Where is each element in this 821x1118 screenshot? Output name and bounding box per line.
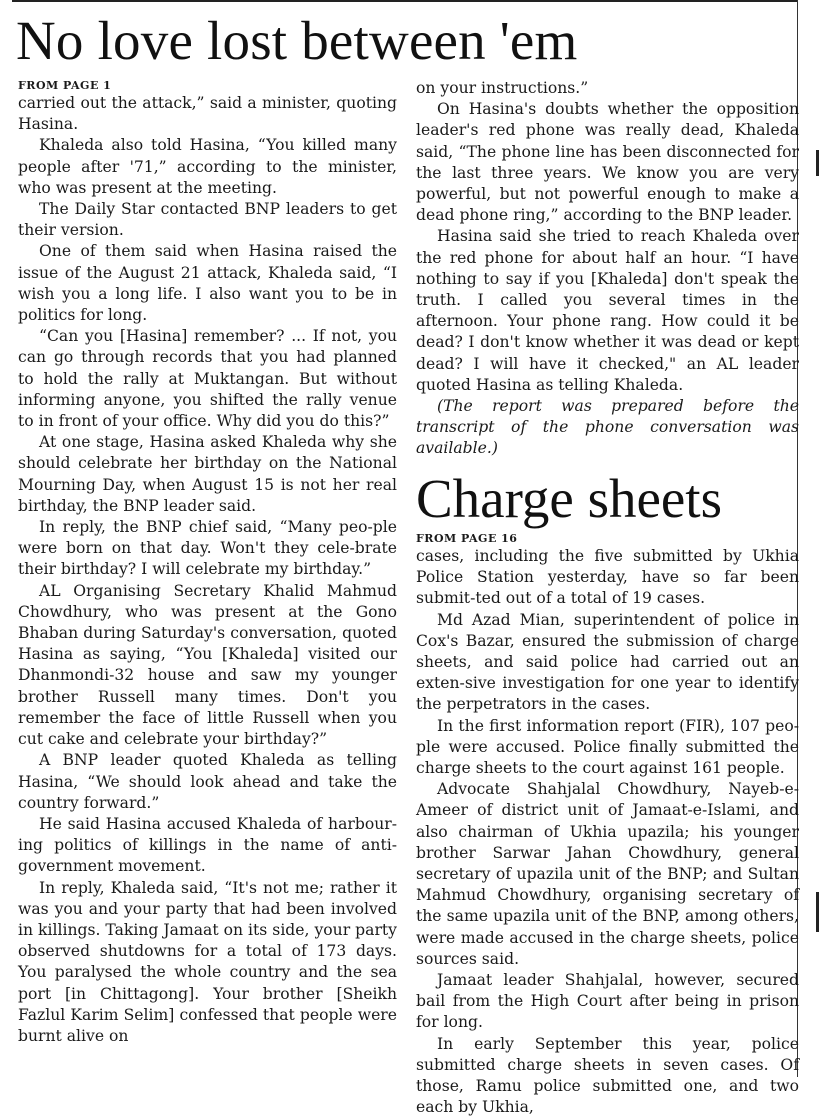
paragraph: “Can you [Hasina] remember? ... If not, you can go through records that you had planned to hold the rally at Muktangan. But without informing anyone, you shifted the rally venue to in front of your office. Why did you do this?” — [18, 327, 397, 431]
paragraph: The Daily Star contacted BNP leaders to get their version. — [18, 200, 397, 240]
paragraph: In reply, Khaleda said, “It's not me; rather it was you and your party that had been involved in killings. Taking Jamaat on its side, your party observed shutdowns for a total of 173 days. You paralysed the whole country and the sea port [in Chittagong]. Your brother [Sheikh Fazlul Karim Selim] confessed that people were burnt alive on — [18, 878, 397, 1045]
headline-main: No love lost between 'em — [16, 10, 578, 71]
paragraph: Md Azad Mian, superintendent of police in Cox's Bazar, ensured the submission of charge sheets, and said police had carried out an exten-sive investigation for one year to identify the perpetrators in the cases. — [416, 610, 799, 714]
paragraph: At one stage, Hasina asked Khaleda why she should celebrate her birthday on the National Mourning Day, when August 15 is not her real birthday, the BNP leader said. — [18, 433, 397, 515]
paragraph: Jamaat leader Shahjalal, however, secured bail from the High Court after being in prison for long. — [416, 971, 799, 1032]
paragraph: AL Organising Secretary Khalid Mahmud Chowdhury, who was present at the Gono Bhaban during Saturday's conversation, quoted Hasina as saying, “You [Khaleda] visited our Dhanmondi-32 house and saw my younger brother Russell many times. Don't you remember the face of little Russell when you cut cake and celebrate your birthday?” — [18, 581, 397, 749]
edge-mark — [816, 892, 819, 932]
paragraph: Advocate Shahjalal Chowdhury, Nayeb-e-Ameer of district unit of Jamaat-e-Islami, and also chairman of Ukhia upazila; his younger brother Sarwar Jahan Chowdhury, general secretary of upazila unit of the BNP; and Sultan Mahmud Chowdhury, organising secretary of the same upazila unit of the BNP, among others, were made accused in the charge sheets, police sources said. — [416, 780, 799, 968]
paragraph: In the first information report (FIR), 107 peo-ple were accused. Police finally submitted the charge sheets to the court against 161 people. — [416, 716, 799, 778]
paragraph: He said Hasina accused Khaleda of harbour-ing politics of killings in the name of anti-government movement. — [18, 814, 397, 876]
headline-second: Charge sheets — [416, 468, 722, 529]
paragraph: One of them said when Hasina raised the issue of the August 21 attack, Khaleda said, “I wish you a long life. I also want you to be in politics for long. — [18, 242, 397, 325]
paragraph: carried out the attack,” said a minister, quoting Hasina. — [18, 94, 397, 134]
paragraph: In early September this year, police submitted charge sheets in seven cases. Of those, Ramu police submitted one, and two each by Ukhia, — [416, 1034, 799, 1117]
jump-line: FROM PAGE 16 — [416, 532, 518, 545]
paragraph: In reply, the BNP chief said, “Many peo-ple were born on that day. Won't they cele-brate their birthday? I will celebrate my birthday.” — [18, 518, 397, 579]
paragraph: Khaleda also told Hasina, “You killed many people after '71,” according to the minister, who was present at the meeting. — [18, 136, 397, 197]
jump-line: FROM PAGE 1 — [18, 79, 112, 92]
edge-mark — [816, 150, 819, 176]
paragraph: cases, including the five submitted by Ukhia Police Station yesterday, have so far been submit-ted out of a total of 19 cases. — [416, 547, 799, 608]
editor-note: (The report was prepared before the transcript of the phone conversation was available.) — [416, 397, 799, 458]
paragraph: A BNP leader quoted Khaleda as telling Hasina, “We should look ahead and take the country forward.” — [18, 751, 397, 812]
paragraph: on your instructions.” — [416, 79, 589, 97]
paragraph: On Hasina's doubts whether the opposition leader's red phone was really dead, Khaleda said, “The phone line has been disconnected for the last three years. We know you are very powerful, but not powerful enough to make a dead phone ring,” according to the BNP leader. — [416, 100, 799, 225]
story1-right-column — [416, 78, 799, 460]
story1-left-column — [18, 78, 397, 1047]
story2-column — [416, 531, 799, 1118]
top-rule — [12, 0, 798, 2]
paragraph: Hasina said she tried to reach Khaleda over the red phone for about half an hour. “I have nothing to say if you [Khaleda] don't speak the truth. I called you several times in the afternoon. Your phone rang. How could it be dead? I don't know whether it was dead or kept dead? I will have it checked," an AL leader quoted Hasina as telling Khaleda. — [416, 227, 799, 394]
